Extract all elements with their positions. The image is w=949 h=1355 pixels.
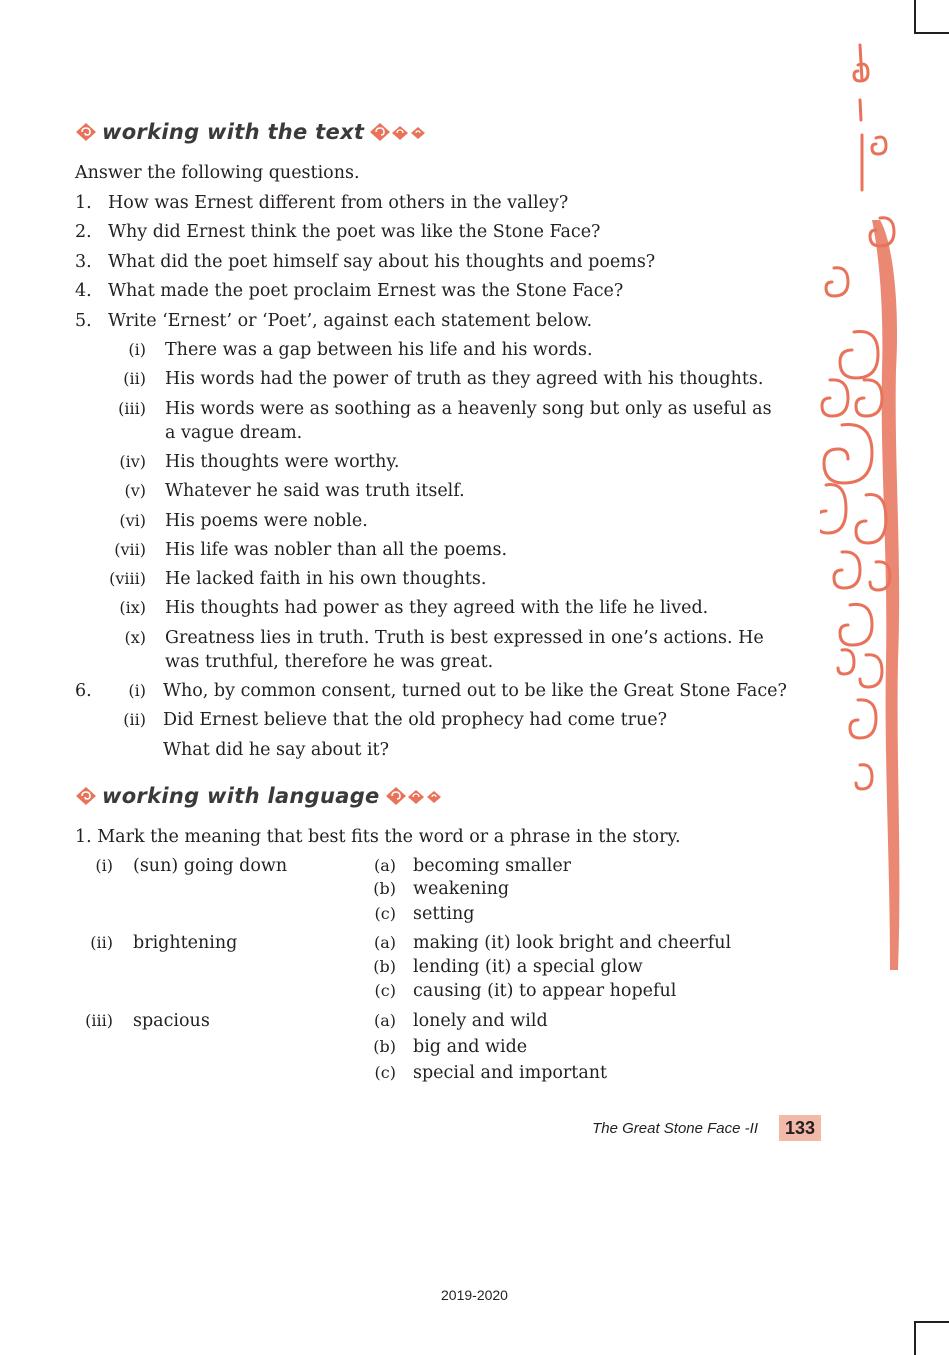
option-label: (b)	[373, 879, 396, 898]
spiral-ornament-icon	[384, 785, 448, 807]
statement-number: (vi)	[119, 511, 146, 530]
option-text: setting	[413, 904, 475, 924]
spiral-ornament-icon	[368, 121, 432, 143]
statement-number: (viii)	[109, 569, 146, 588]
intro-text: Answer the following questions.	[75, 163, 360, 183]
question-number: 3.	[75, 252, 92, 272]
statement-text: His words were as soothing as a heavenly song but only as useful as	[165, 399, 772, 419]
section-heading-working-with-language	[74, 784, 448, 808]
vocab-item-number: (ii)	[90, 933, 113, 952]
option-text: big and wide	[413, 1037, 528, 1057]
sub-question-number: (ii)	[123, 710, 146, 729]
statement-number: (ix)	[119, 598, 146, 617]
statement-text-continued: was truthful, therefore he was great.	[165, 652, 494, 672]
vocab-item-number: (iii)	[85, 1011, 113, 1030]
statement-number: (ii)	[123, 369, 146, 388]
statement-number: (i)	[128, 340, 146, 359]
question-text: Why did Ernest think the poet was like the Stone Face?	[108, 222, 601, 242]
crop-mark-bottom	[914, 1321, 949, 1355]
question-text: What made the poet proclaim Ernest was the Stone Face?	[108, 281, 624, 301]
statement-text: His life was nobler than all the poems.	[165, 540, 508, 560]
question-text: What did the poet himself say about his thoughts and poems?	[108, 252, 656, 272]
option-label: (a)	[373, 933, 396, 952]
option-text: making (it) look bright and cheerful	[413, 933, 732, 953]
section-heading-text: working with language	[102, 784, 380, 808]
section-heading-working-with-text	[74, 120, 432, 144]
sub-question-number: (i)	[128, 681, 146, 700]
statement-text: His thoughts were worthy.	[165, 452, 400, 472]
statement-text-continued: a vague dream.	[165, 423, 303, 443]
vocab-word: (sun) going down	[133, 856, 288, 876]
question-number: 5.	[75, 311, 92, 331]
page-number-badge: 133	[779, 1115, 821, 1141]
option-label: (a)	[373, 856, 396, 875]
option-label: (c)	[374, 1063, 396, 1082]
question-text: Write ‘Ernest’ or ‘Poet’, against each statement below.	[108, 311, 593, 331]
question-number: 4.	[75, 281, 92, 301]
statement-text: His thoughts had power as they agreed with the life he lived.	[165, 598, 709, 618]
option-text: causing (it) to appear hopeful	[413, 981, 677, 1001]
option-label: (b)	[373, 1037, 396, 1056]
question-text: How was Ernest different from others in the valley?	[108, 193, 569, 213]
option-text: special and important	[413, 1063, 608, 1083]
option-label: (b)	[373, 957, 396, 976]
statement-number: (vii)	[114, 540, 146, 559]
option-text: lonely and wild	[413, 1011, 548, 1031]
vocab-word: spacious	[133, 1011, 210, 1031]
spiral-icon	[74, 785, 98, 807]
question-number: 6.	[75, 681, 92, 701]
statement-number: (iii)	[118, 399, 146, 418]
statement-number: (iv)	[119, 452, 146, 471]
question-number: 2.	[75, 222, 92, 242]
spiral-icon	[74, 121, 98, 143]
option-text: becoming smaller	[413, 856, 572, 876]
statement-number: (x)	[124, 628, 146, 647]
statement-text: There was a gap between his life and his words.	[165, 340, 593, 360]
question-number: 1.	[75, 193, 92, 213]
vocab-word: brightening	[133, 933, 238, 953]
sub-question-text: Who, by common consent, turned out to be like the Great Stone Face?	[163, 681, 787, 701]
statement-text: He lacked faith in his own thoughts.	[165, 569, 487, 589]
section-heading-text: working with the text	[102, 120, 365, 144]
statement-text: His poems were noble.	[165, 511, 368, 531]
option-label: (c)	[374, 981, 396, 1000]
decorative-spiral-border	[820, 40, 910, 980]
sub-question-text: Did Ernest believe that the old prophecy had come true?	[163, 710, 668, 730]
statement-text: His words had the power of truth as they agreed with his thoughts.	[165, 369, 764, 389]
option-label: (c)	[374, 904, 396, 923]
instruction-text: 1. Mark the meaning that best fits the word or a phrase in the story.	[75, 827, 681, 847]
crop-mark-top	[914, 0, 949, 34]
chapter-title-footer: The Great Stone Face -II	[592, 1120, 758, 1137]
option-text: weakening	[413, 879, 510, 899]
edition-year: 2019-2020	[441, 1287, 508, 1303]
option-label: (a)	[373, 1011, 396, 1030]
vocab-item-number: (i)	[95, 856, 113, 875]
statement-text: Whatever he said was truth itself.	[165, 481, 465, 501]
option-text: lending (it) a special glow	[413, 957, 643, 977]
sub-question-text-continued: What did he say about it?	[163, 740, 389, 760]
statement-number: (v)	[124, 481, 146, 500]
statement-text: Greatness lies in truth. Truth is best expressed in one’s actions. He	[165, 628, 764, 648]
